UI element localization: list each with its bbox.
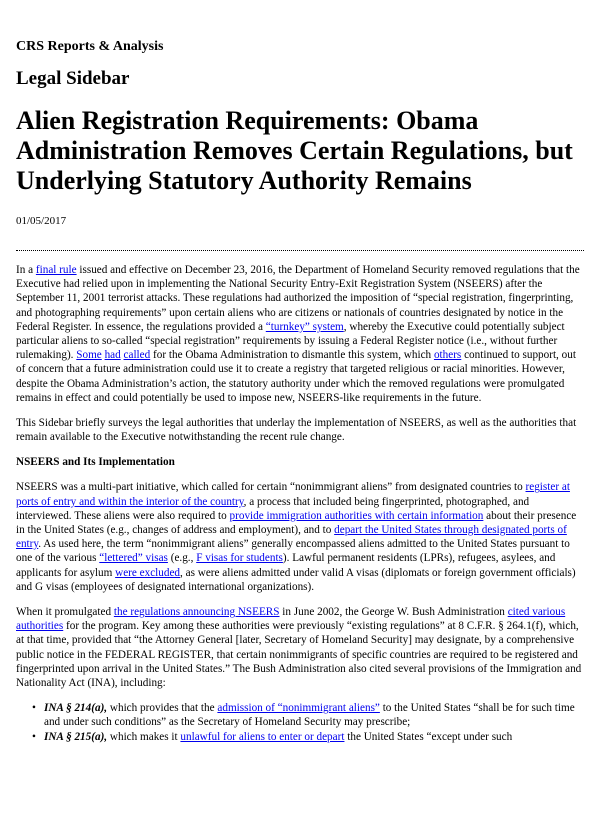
- inline-link[interactable]: cited various authorities: [16, 606, 566, 633]
- inline-link[interactable]: the regulations announcing NSEERS: [113, 606, 280, 619]
- text-run: issued and effective on December 23, 2016, the Department of Homeland Security removed regulations that the Executive had relied upon in implementing the National Security Entry-Exit Registration System (NSEERS) after the September 11, 2001 terrorist attacks. These regulations had authorized the imposition of “special registration, fingerprinting, and photographing requirements” upon certain aliens who are citizens or nationals of countries designated by notice in the Federal Register. In essence, the regulations provided a: [16, 264, 580, 333]
- paragraph-nseers-description: [16, 480, 584, 594]
- list-item-text: [44, 731, 512, 743]
- inline-link[interactable]: had: [104, 349, 121, 362]
- bullet-icon: •: [32, 730, 36, 743]
- text-run: In a: [16, 264, 36, 276]
- inline-link[interactable]: provide immigration authorities with certain information: [229, 509, 484, 522]
- inline-link[interactable]: called: [123, 349, 151, 362]
- text-run: continued to support, out of concern that a future administration could use it to create a registry that targeted religious or racial minorities. However, despite the Obama Administration’s action, the statutory authority under which the removed regulations were promulgated remains in effect and could potentially be used to impose new, NSEERS-like requirements in the future.: [16, 349, 576, 404]
- text-run: , as were aliens admitted under valid A visas (diplomats or foreign government officials) and G visas (employees of designated international organizations).: [16, 566, 576, 593]
- page-title: Alien Registration Requirements: Obama Administration Removes Certain Regulations, but Underlying Statutory Authority Remains: [16, 106, 573, 195]
- text-run: for the Obama Administration to dismantle this system, which: [150, 349, 434, 362]
- inline-link[interactable]: “lettered” visas: [99, 552, 168, 565]
- inline-link[interactable]: F visas for students: [196, 552, 283, 565]
- list-item-ina-214a: [32, 701, 584, 729]
- text-run: NSEERS was a multi-part initiative, which called for certain “nonimmigrant aliens” from designated countries to: [16, 481, 526, 494]
- statute-citation: INA § 214(a),: [44, 702, 108, 715]
- text-run: . As used here, the term “nonimmigrant aliens” generally encompassed aliens admitted to the United States pursuant to one of the various: [16, 538, 570, 565]
- publication-date: 01/05/2017: [16, 215, 67, 227]
- paragraph-overview: [16, 416, 584, 444]
- text-run: about their presence in the United States (e.g., changes of address and employment), and to: [16, 509, 577, 537]
- text-run: which provides that the: [107, 702, 218, 715]
- inline-link[interactable]: final rule: [35, 264, 77, 276]
- publisher-kicker: CRS Reports & Analysis: [16, 39, 164, 54]
- text-run: (e.g.,: [167, 552, 197, 565]
- inline-link[interactable]: admission of “nonimmigrant aliens”: [217, 702, 380, 715]
- paragraph-authorities: [16, 605, 584, 690]
- section-label: Legal Sidebar: [16, 68, 130, 89]
- text-run: This Sidebar briefly surveys the legal authorities that underlay the implementation of NSEERS, as well as the authorities that remain available to the Executive notwithstanding the recent rule change.: [16, 417, 577, 444]
- inline-link[interactable]: depart the United States through designated ports of entry: [16, 524, 567, 551]
- bullet-icon: •: [32, 702, 36, 715]
- paragraph-intro: [16, 263, 584, 405]
- inline-link[interactable]: “turnkey” system: [265, 320, 344, 333]
- inline-link[interactable]: Some: [76, 349, 102, 362]
- text-run: the United States “except under such: [344, 730, 513, 743]
- list-item-ina-215a: [32, 730, 584, 744]
- text-run: for the program. Key among these authorities were previously “existing regulations” at 8 C.F.R. § 264.1(f), which, at that time, provided that “the Attorney General [later, Secretary of Homeland Security] may designate, by a comprehensive public notice in the FEDERAL REGISTER, that certain nonimmigrants of specific countries are required to be registered and fingerprinted upon arrival in the United States.” The Bush Administration also cited several provisions of the Immigration and Nationality Act (INA), including:: [16, 620, 582, 690]
- inline-link[interactable]: unlawful for aliens to enter or depart: [180, 730, 345, 743]
- authorities-list: [16, 701, 584, 744]
- text-run: , a process that included being fingerprinted, photographed, and interviewed. These aliens were also required to: [16, 495, 530, 522]
- text-run: which makes it: [107, 730, 181, 743]
- section-heading-nseers: NSEERS and Its Implementation: [16, 456, 175, 469]
- statute-citation: INA § 215(a),: [44, 730, 108, 743]
- text-run: , whereby the Executive could potentially subject particular aliens to so-called “special registration” requirements by issuing a Federal Register notice (i.e., without further rulemaking).: [16, 320, 565, 362]
- text-run: in June 2002, the George W. Bush Administration: [279, 606, 508, 619]
- dotted-divider: [16, 250, 584, 251]
- inline-link[interactable]: register at ports of entry and within the interior of the country: [16, 481, 570, 508]
- text-run: When it promulgated: [16, 606, 114, 619]
- list-item-text: [44, 702, 575, 728]
- text-run: ). Lawful permanent residents (LPRs), refugees, asylees, and applicants for asylum: [16, 552, 556, 579]
- document-page: [0, 38, 600, 744]
- inline-link[interactable]: were excluded: [115, 566, 181, 579]
- text-run: to the United States “shall be for such time and under such conditions” as the Secretary of Homeland Security may prescribe;: [44, 702, 575, 729]
- inline-link[interactable]: others: [433, 349, 462, 362]
